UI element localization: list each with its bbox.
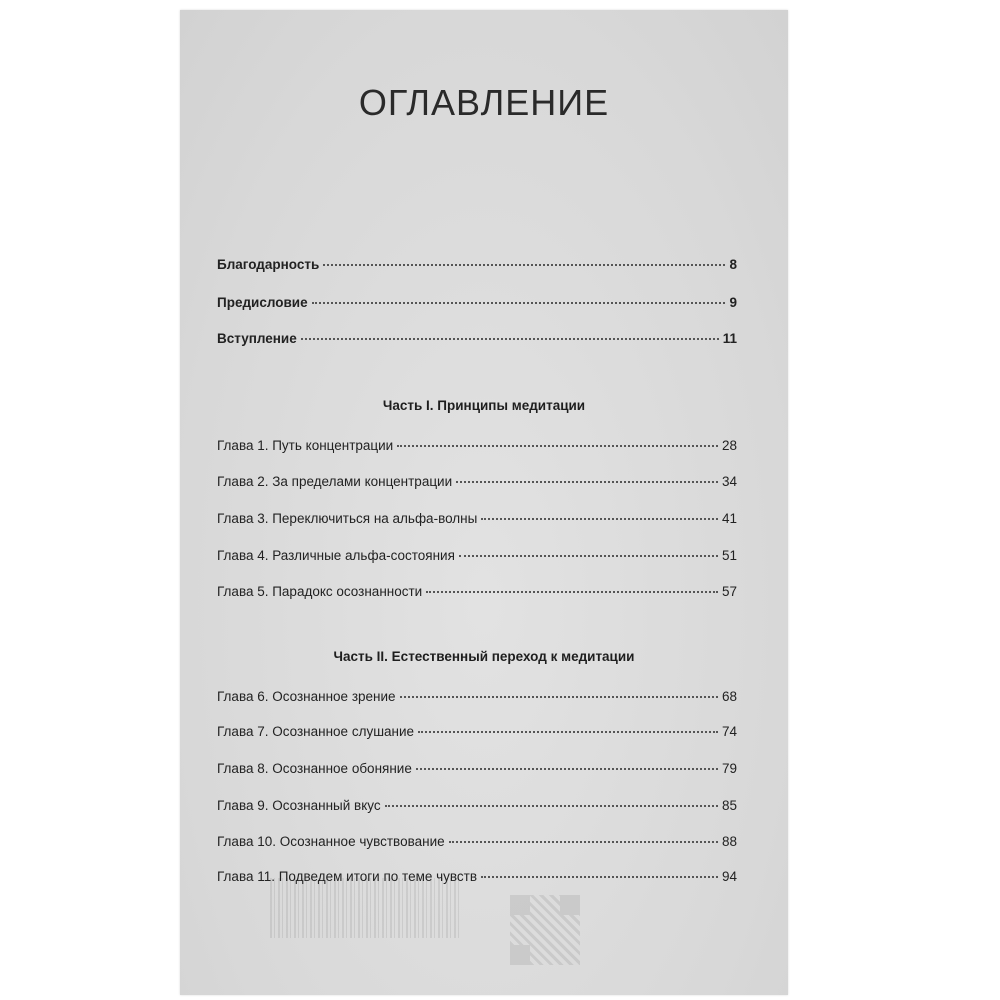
dot-leader [323,264,725,266]
dot-leader [400,696,718,698]
toc-entry-page: 9 [729,295,737,310]
toc-entry-chapter-8 [217,761,737,785]
toc-entry-chapter-6 [217,689,737,713]
toc-entry-chapter-2 [217,474,737,498]
toc-entry-label: Глава 9. Осознанный вкус [217,798,381,813]
toc-entry-page: 88 [721,834,737,849]
toc-entry-label: Глава 4. Различные альфа-состояния [217,548,455,563]
toc-entry-chapter-9 [217,798,737,822]
book-page [180,10,788,995]
toc-entry-label: Глава 8. Осознанное обоняние [217,761,412,776]
dot-leader [416,768,718,770]
dot-leader [418,731,718,733]
show-through-qr-code [510,895,580,965]
dot-leader [459,555,718,557]
toc-entry-label: Глава 1. Путь концентрации [217,438,394,453]
page-title: ОГЛАВЛЕНИЕ [358,82,610,123]
toc-entry-label: Глава 2. За пределами концентрации [217,474,453,489]
toc-entry-chapter-5 [217,584,737,608]
toc-entry-page: 41 [721,511,737,526]
toc-entry-page: 8 [729,257,737,272]
toc-entry-page: 51 [721,548,737,563]
dot-leader [312,302,726,304]
toc-entry-label: Глава 11. Подведем итоги по теме чувств [217,869,478,884]
toc-entry-page: 28 [721,438,737,453]
part-heading-2: Часть II. Естественный переход к медитации [333,649,635,664]
toc-entry-label: Благодарность [217,257,320,272]
toc-entry-chapter-3 [217,511,737,535]
toc-entry-label: Глава 6. Осознанное зрение [217,689,396,704]
toc-entry-page: 57 [721,584,737,599]
toc-entry-page: 94 [721,869,737,884]
toc-entry-page: 74 [721,724,737,739]
dot-leader [449,841,718,843]
dot-leader [397,445,718,447]
toc-entry-label: Глава 7. Осознанное слушание [217,724,415,739]
toc-entry-page: 68 [721,689,737,704]
toc-entry-page: 11 [722,331,737,346]
toc-entry-chapter-1 [217,438,737,462]
toc-entry-label: Глава 10. Осознанное чувствование [217,834,445,849]
toc-entry-acknowledgements [217,257,737,281]
toc-entry-page: 85 [721,798,737,813]
toc-entry-label: Предисловие [217,295,308,310]
toc-entry-chapter-4 [217,548,737,572]
toc-entry-chapter-7 [217,724,737,748]
toc-entry-page: 79 [721,761,737,776]
toc-entry-label: Вступление [217,331,297,346]
toc-entry-preface [217,295,737,319]
toc-entry-label: Глава 5. Парадокс осознанности [217,584,423,599]
toc-entry-page: 34 [721,474,737,489]
toc-entry-chapter-11 [217,869,737,893]
dot-leader [385,805,718,807]
part-heading-1: Часть I. Принципы медитации [382,398,586,413]
dot-leader [426,591,718,593]
dot-leader [481,876,718,878]
toc-entry-label: Глава 3. Переключиться на альфа-волны [217,511,478,526]
dot-leader [301,338,719,340]
toc-entry-introduction [217,331,737,355]
dot-leader [481,518,718,520]
dot-leader [456,481,718,483]
toc-entry-chapter-10 [217,834,737,858]
